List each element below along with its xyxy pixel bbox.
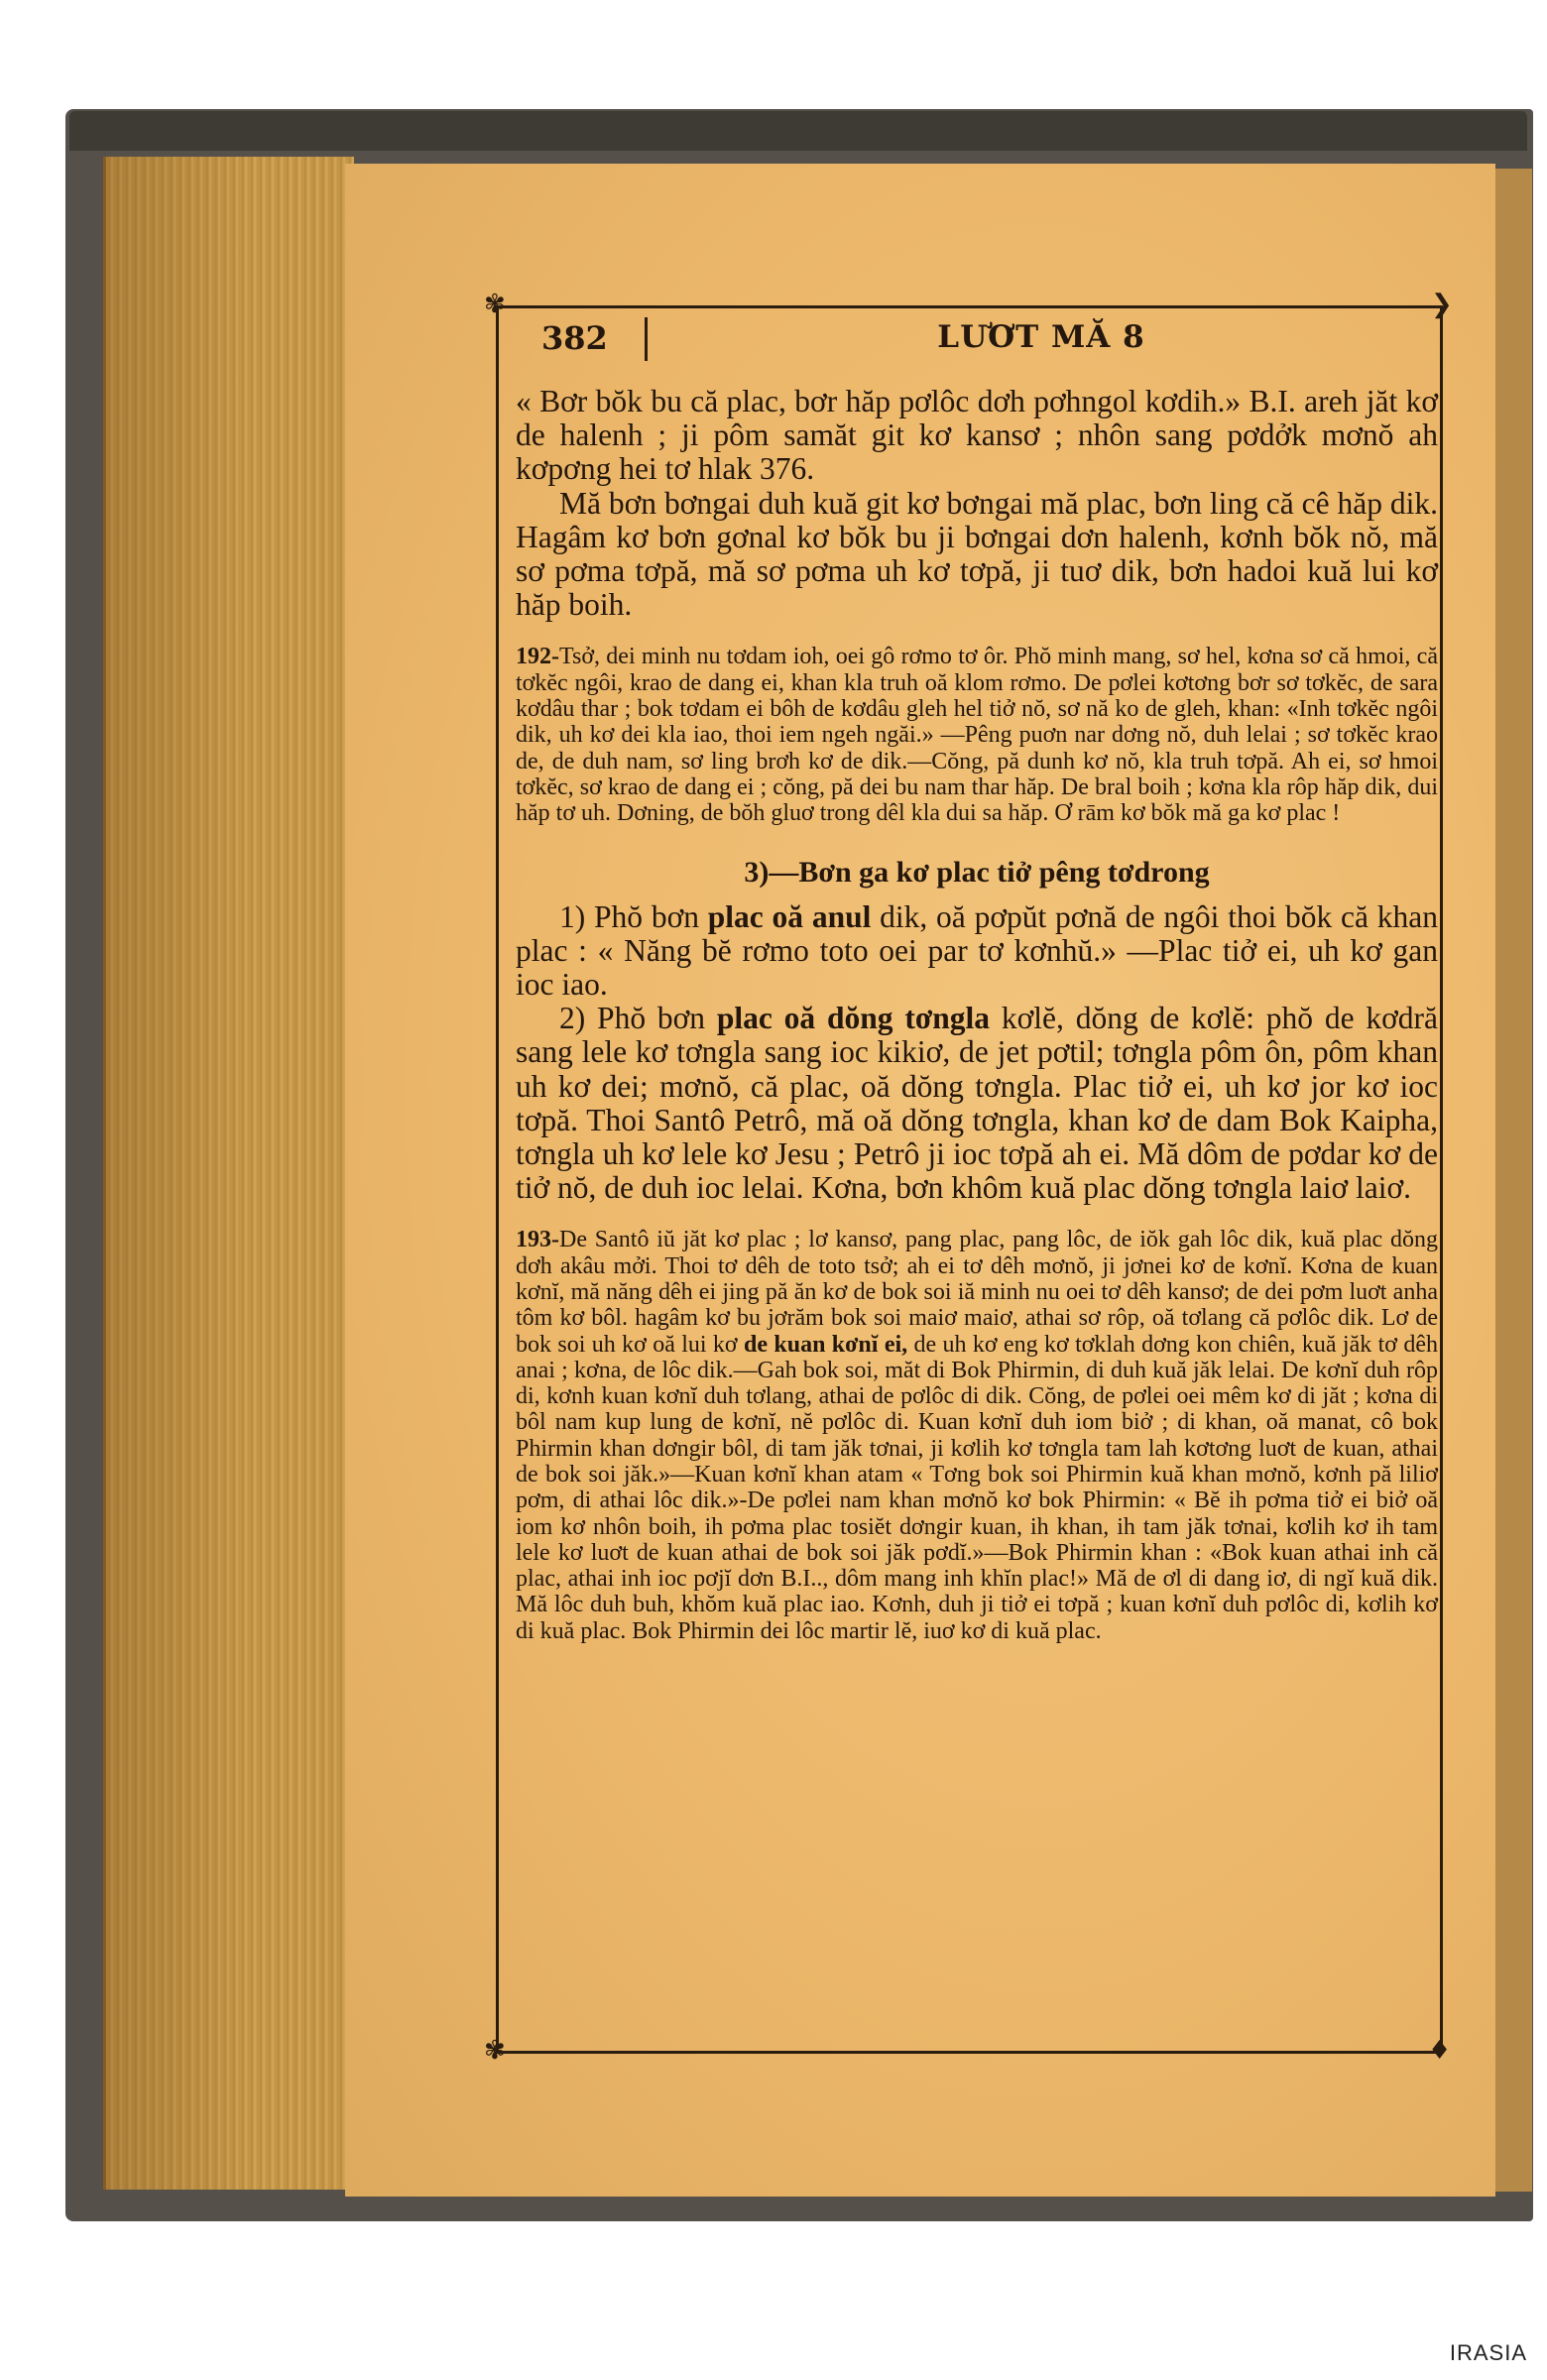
paragraph-text: De Santô iŭ jăt kơ plac ; lơ kansơ, pang plac, pang lôc, de iŏk gah lôc dik, kuă plac dŏng dơh akâu mởi. Thoi tơ dêh de toto tsở; ah ei tơ dêh mơnŏ, ji jơnei kơ de kơnĭ. Kơna de kuan kơnĭ, mă năng dêh ei jing pă ăn kơ de bok soi iă minh nu oei tơ dêh kansơ; de dei pơm luơt anha tôm kơ bôl. hagâm kơ bu jơrăm bok soi maiơ maiơ, athai sơ rôp, oă tơlang că pơlôc dik. Lơ de bok soi uh kơ oă lui kơ <box>516 1227 1438 1358</box>
paragraph-point-2 <box>516 1002 1438 1205</box>
paragraph-2: Mă bơn bơngai duh kuă git kơ bơngai mă plac, bơn ling că cê hăp dik. Hagâm kơ bơn gơnal kơ bŏk bu ji bơngai dơn halenh, kơnh bŏk nŏ, mă sơ pơma tơpă, mă sơ pơma uh kơ tơpă, ji tuơ dik, bơn hadoi kuă lui kơ hăp boih. <box>516 485 1438 623</box>
running-title: LƯƠT MĂ 8 <box>937 319 1145 355</box>
point-text: dik, oă pơpŭt pơnă de ngôi thoi bŏk că khan plac : « Năng bĕ rơmo toto oei par tơ kơnhŭ.» —Plac tiở ei, uh kơ gan ioc iao. <box>516 898 1439 1002</box>
paragraph-number: 192- <box>516 644 559 670</box>
paragraph-193 <box>516 1227 1438 1644</box>
next-page-edge <box>1492 169 1532 2192</box>
section-heading: 3)—Bơn ga kơ plac tiở pêng tơdrong <box>744 855 1210 889</box>
watermark: IRASIA <box>1449 2340 1527 2365</box>
bold-term: plac oă dŏng tơngla <box>716 1001 991 1036</box>
book-top-edge <box>69 111 1527 151</box>
paragraph-192 <box>516 644 1438 826</box>
paragraph-text: Tsở, dei minh nu tơdam ioh, oei gô rơmo tơ ôr. Phŏ minh mang, sơ hel, kơna sơ că hmoi, că tơkĕc ngôi, krao de dang ei, khan kla truh oă klom rơmo. De pơlei kơtơng bơr sơ tơkĕc, de sara kơdâu thar ; bok tơdam ei bôh de kơdâu gleh hel tiở nŏ, sơ nă ko de gleh, khan: «Inh tơkĕc ngôi dik, uh kơ dei kla iao, thoi iem ngeh ngăi.» —Pêng puơn nar dơng nŏ, duh lelai ; sơ tơkĕc krao de, de duh nam, sơ ling brơh kơ de dik.—Cŏng, pă dunh kơ nŏ, kla truh tơpă. Ah ei, sơ hmoi tơkĕc, sơ krao de dang ei ; cŏng, pă dei bu nam thar hăp. De bral boih ; kơna kla rôp hăp dik, dui hăp tơ uh. Dơning, de bŏh gluơ trong dêl kla dui sa hăp. Ơ rām kơ bŏk mă ga kơ plac ! <box>516 644 1438 827</box>
header-separator <box>645 317 648 361</box>
top-rule <box>496 305 1443 308</box>
point-label: 2) Phŏ bơn <box>559 1001 717 1036</box>
paragraph-1: « Bơr bŏk bu că plac, bơr hăp pơlôc dơh pơhngol kơdih.» B.I. areh jăt kơ de halenh ; ji pôm samăt git kơ kansơ ; nhôn sang pơdởk mơnŏ ah kơpơng hei tơ hlak 376. <box>516 384 1438 487</box>
ornament-top-right-icon: ❯ <box>1431 290 1453 319</box>
page-number: 382 <box>541 319 608 357</box>
page-body <box>516 385 1438 1644</box>
left-rule <box>496 305 499 2054</box>
bold-term: de kuan kơnĭ ei, <box>744 1331 908 1358</box>
ornament-top-left-icon: ✾ <box>484 290 506 319</box>
page-edge-shadow <box>103 157 351 2190</box>
bottom-rule <box>496 2051 1443 2054</box>
paragraph-text-continued: de uh kơ eng kơ tơklah dơng kon chiên, kuă jăk tơ dêh anai ; kơna, de lôc dik.—Gah bok soi, măt di Bok Phirmin, di duh kuă jăk lelai. De kơnĭ duh rôp di, kơnh kuan kơnĭ duh tơlang, athai de pơlôc di dik. Cŏng, de pơlei oei mêm kơ di jăt ; kơna di bôl nam kup lung de kơnĭ, nĕ pơlôc di. Kuan kơnĭ duh iom biở ; di khan, oă manat, cô bok Phirmin khan dơngir bôl, di tam jăk tơnai, ji kơlih kơ tơngla tam lah kơtơng luơt de kuan, athai de bok soi jăk.»—Kuan kơnĭ khan atam « Tơng bok soi Phirmin kuă khan mơnŏ, kơnh pă liliơ pơm, di athai lôc dik.»-De pơlei nam khan mơnŏ kơ bok Phirmin: « Bĕ ih pơma tiở ei biở oă iom kơ nhôn boih, ih pơma plac tosiĕt dơngir kuan, ih khan, ih tam jăk tơnai, kơlih kơ ih tam lele kơ luơt de kuan athai de bok soi jăk pơdĭ.»—Bok Phirmin khan : «Bok kuan athai inh că plac, athai inh ioc pơjĭ dơn B.I.., dôm mang inh khĭn plac!» Mă de ơl di dang iơ, di ngĭ kuă dik. Mă lôc duh buh, khŏm kuă plac iao. Kơnh, duh ji tiở ei tơpă ; kuan kơnĭ duh pơlôc di, kơlih kơ di kuă plac. Bok Phirmin dei lôc martir lĕ, iuơ kơ di kuă plac. <box>516 1331 1439 1644</box>
point-text: kơlĕ, dŏng de kơlĕ: phŏ de kơdră sang lele kơ tơngla sang ioc kikiơ, de jet pơtil; tơngla pôm ôn, pôm khan uh kơ dei; mơnŏ, că plac, oă dŏng tơngla. Plac tiở ei, uh kơ jor kơ ioc tơpă. Thoi Santô Petrô, mă oă dŏng tơngla, khan kơ de dam Bok Kaipha, tơngla uh kơ lele kơ Jesu ; Petrô ji ioc tơpă ah ei. Mă dôm de pơdar kơ de tiở nŏ, de duh ioc lelai. Kơna, bơn khôm kuă plac dŏng tơngla laiơ laiơ. <box>516 1001 1438 1206</box>
ornament-bottom-right-icon: ♦ <box>1428 2036 1452 2066</box>
ornament-bottom-left-icon: ✾ <box>484 2036 506 2066</box>
paragraph-number: 193- <box>516 1227 559 1253</box>
paragraph-point-1 <box>516 900 1438 1003</box>
right-rule <box>1440 305 1443 2054</box>
point-label: 1) Phŏ bơn <box>559 898 708 934</box>
page-header <box>496 309 1443 365</box>
bold-term: plac oă anul <box>707 898 872 934</box>
